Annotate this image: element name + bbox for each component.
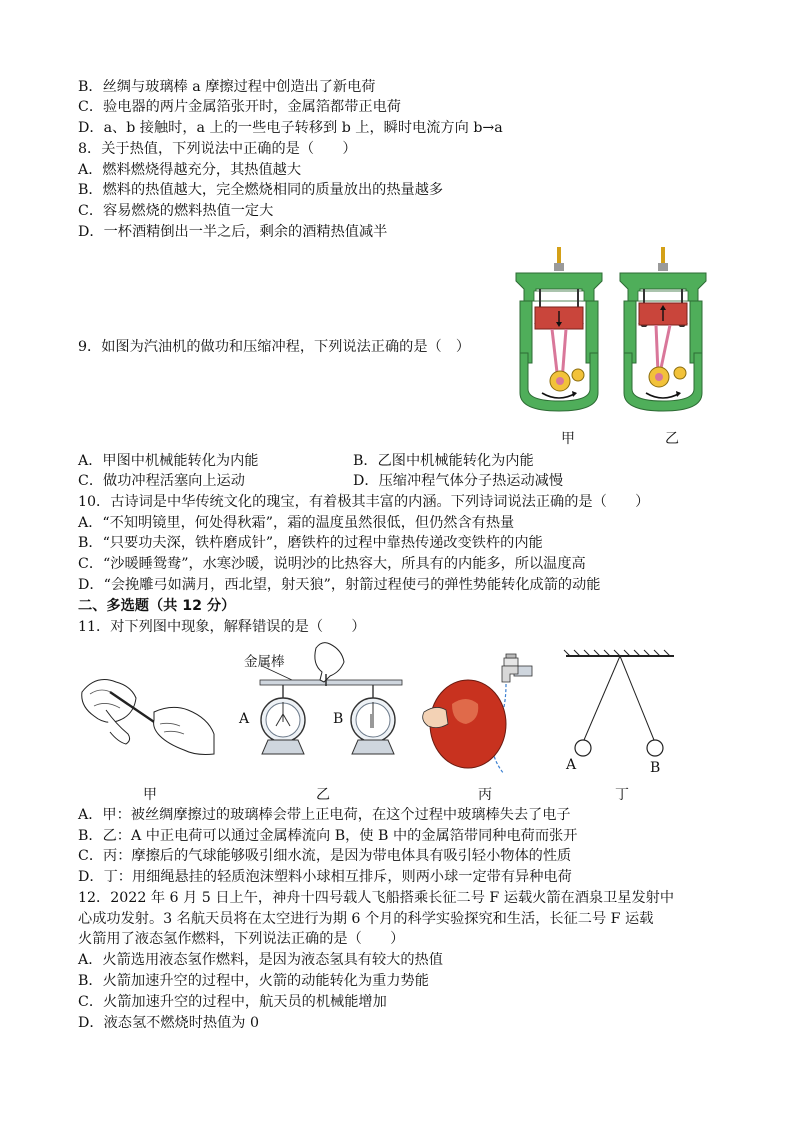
prev-option-d: D．a、b 接触时，a 上的一些电子转移到 b 上，瞬时电流方向 b→a xyxy=(78,120,503,136)
q11-option-d: D．丁：用细绳悬挂的轻质泡沫塑料小球相互排斥，则两小球一定带有异种电荷 xyxy=(78,869,572,885)
q8-option-d: D．一杯酒精倒出一半之后，剩余的酒精热值减半 xyxy=(78,224,388,240)
figure-bing-balloon xyxy=(418,644,548,778)
q8-option-b: B．燃料的热值越大，完全燃烧相同的质量放出的热量越多 xyxy=(78,182,444,198)
figure-ding-pendulum xyxy=(560,646,680,768)
figure-yi-electroscopes xyxy=(232,636,412,766)
ball-a-label: A xyxy=(566,757,577,773)
q9-option-d: D．压缩冲程气体分子热运动减慢 xyxy=(353,473,564,489)
q10-option-a: A．“不知明镜里，何处得秋霜”，霜的温度虽然很低，但仍然含有热量 xyxy=(78,515,515,531)
fig-label-jia-11: 甲 xyxy=(143,787,157,803)
prev-option-b: B．丝绸与玻璃棒 a 摩擦过程中创造出了新电荷 xyxy=(78,79,376,95)
engine-yi xyxy=(620,247,706,411)
engine-jia xyxy=(516,247,602,411)
q8-option-c: C．容易燃烧的燃料热值一定大 xyxy=(78,203,274,219)
fig-label-bing-11: 丙 xyxy=(478,787,492,803)
q12-stem-line-3: 火箭用了液态氢作燃料，下列说法正确的是（ ） xyxy=(78,931,405,947)
q8-option-a: A．燃料燃烧得越充分，其热值越大 xyxy=(78,162,302,178)
metal-rod-label: 金属棒 xyxy=(244,654,285,670)
q9-stem: 9．如图为汽油机的做功和压缩冲程，下列说法正确的是（ ） xyxy=(78,339,471,355)
q11-option-a: A．甲：被丝绸摩擦过的玻璃棒会带上正电荷，在这个过程中玻璃棒失去了电子 xyxy=(78,807,571,823)
q11-option-c: C．丙：摩擦后的气球能够吸引细水流，是因为带电体具有吸引轻小物体的性质 xyxy=(78,848,572,864)
electroscope-b-label: B xyxy=(333,711,344,727)
prev-option-c: C．验电器的两片金属箔张开时，金属箔都带正电荷 xyxy=(78,99,401,115)
q12-stem-line-2: 心成功发射。3 名航天员将在太空进行为期 6 个月的科学实验探究和生活，长征二号 F 运载 xyxy=(78,911,654,927)
q9-option-a: A．甲图中机械能转化为内能 xyxy=(78,453,259,469)
q10-option-d: D．“会挽雕弓如满月，西北望，射天狼”，射箭过程使弓的弹性势能转化成箭的动能 xyxy=(78,577,601,593)
q12-stem-line-1: 12．2022 年 6 月 5 日上午，神舟十四号载人飞船搭乘长征二号 F 运载火箭在酒泉卫星发射中 xyxy=(78,890,675,906)
fig-label-ding-11: 丁 xyxy=(615,787,629,803)
q10-option-c: C．“沙暖睡鸳鸯”，水寒沙暖，说明沙的比热容大，所具有的内能多，所以温度高 xyxy=(78,556,586,572)
q8-stem: 8．关于热值，下列说法中正确的是（ ） xyxy=(78,141,357,157)
fig-label-yi-11: 乙 xyxy=(316,787,330,803)
q10-option-b: B．“只要功夫深，铁杵磨成针”，磨铁杵的过程中靠热传递改变铁杵的内能 xyxy=(78,535,543,551)
q9-option-b: B．乙图中机械能转化为内能 xyxy=(353,453,534,469)
fig-label-yi: 乙 xyxy=(665,431,679,447)
q12-option-d: D．液态氢不燃烧时热值为 0 xyxy=(78,1015,259,1031)
fig-label-jia: 甲 xyxy=(561,431,575,447)
q12-option-a: A．火箭选用液态氢作燃料，是因为液态氢具有较大的热值 xyxy=(78,952,443,968)
q12-option-b: B．火箭加速升空的过程中，火箭的动能转化为重力势能 xyxy=(78,973,429,989)
q11-stem: 11．对下列图中现象，解释错误的是（ ） xyxy=(78,619,366,635)
ball-b-label: B xyxy=(650,760,661,776)
electroscope-a-label: A xyxy=(239,711,250,727)
section-heading: 二、多选题（共 12 分） xyxy=(78,598,236,614)
figure-jia-rubbing xyxy=(76,664,218,764)
engine-figure xyxy=(508,243,708,415)
q12-option-c: C．火箭加速升空的过程中，航天员的机械能增加 xyxy=(78,994,387,1010)
q9-option-c: C．做功冲程活塞向上运动 xyxy=(78,473,245,489)
q11-option-b: B．乙：A 中正电荷可以通过金属棒流向 B，使 B 中的金属箔带同种电荷而张开 xyxy=(78,828,578,844)
q10-stem: 10．古诗词是中华传统文化的瑰宝，有着极其丰富的内涵。下列诗词说法正确的是（ ） xyxy=(78,494,650,510)
